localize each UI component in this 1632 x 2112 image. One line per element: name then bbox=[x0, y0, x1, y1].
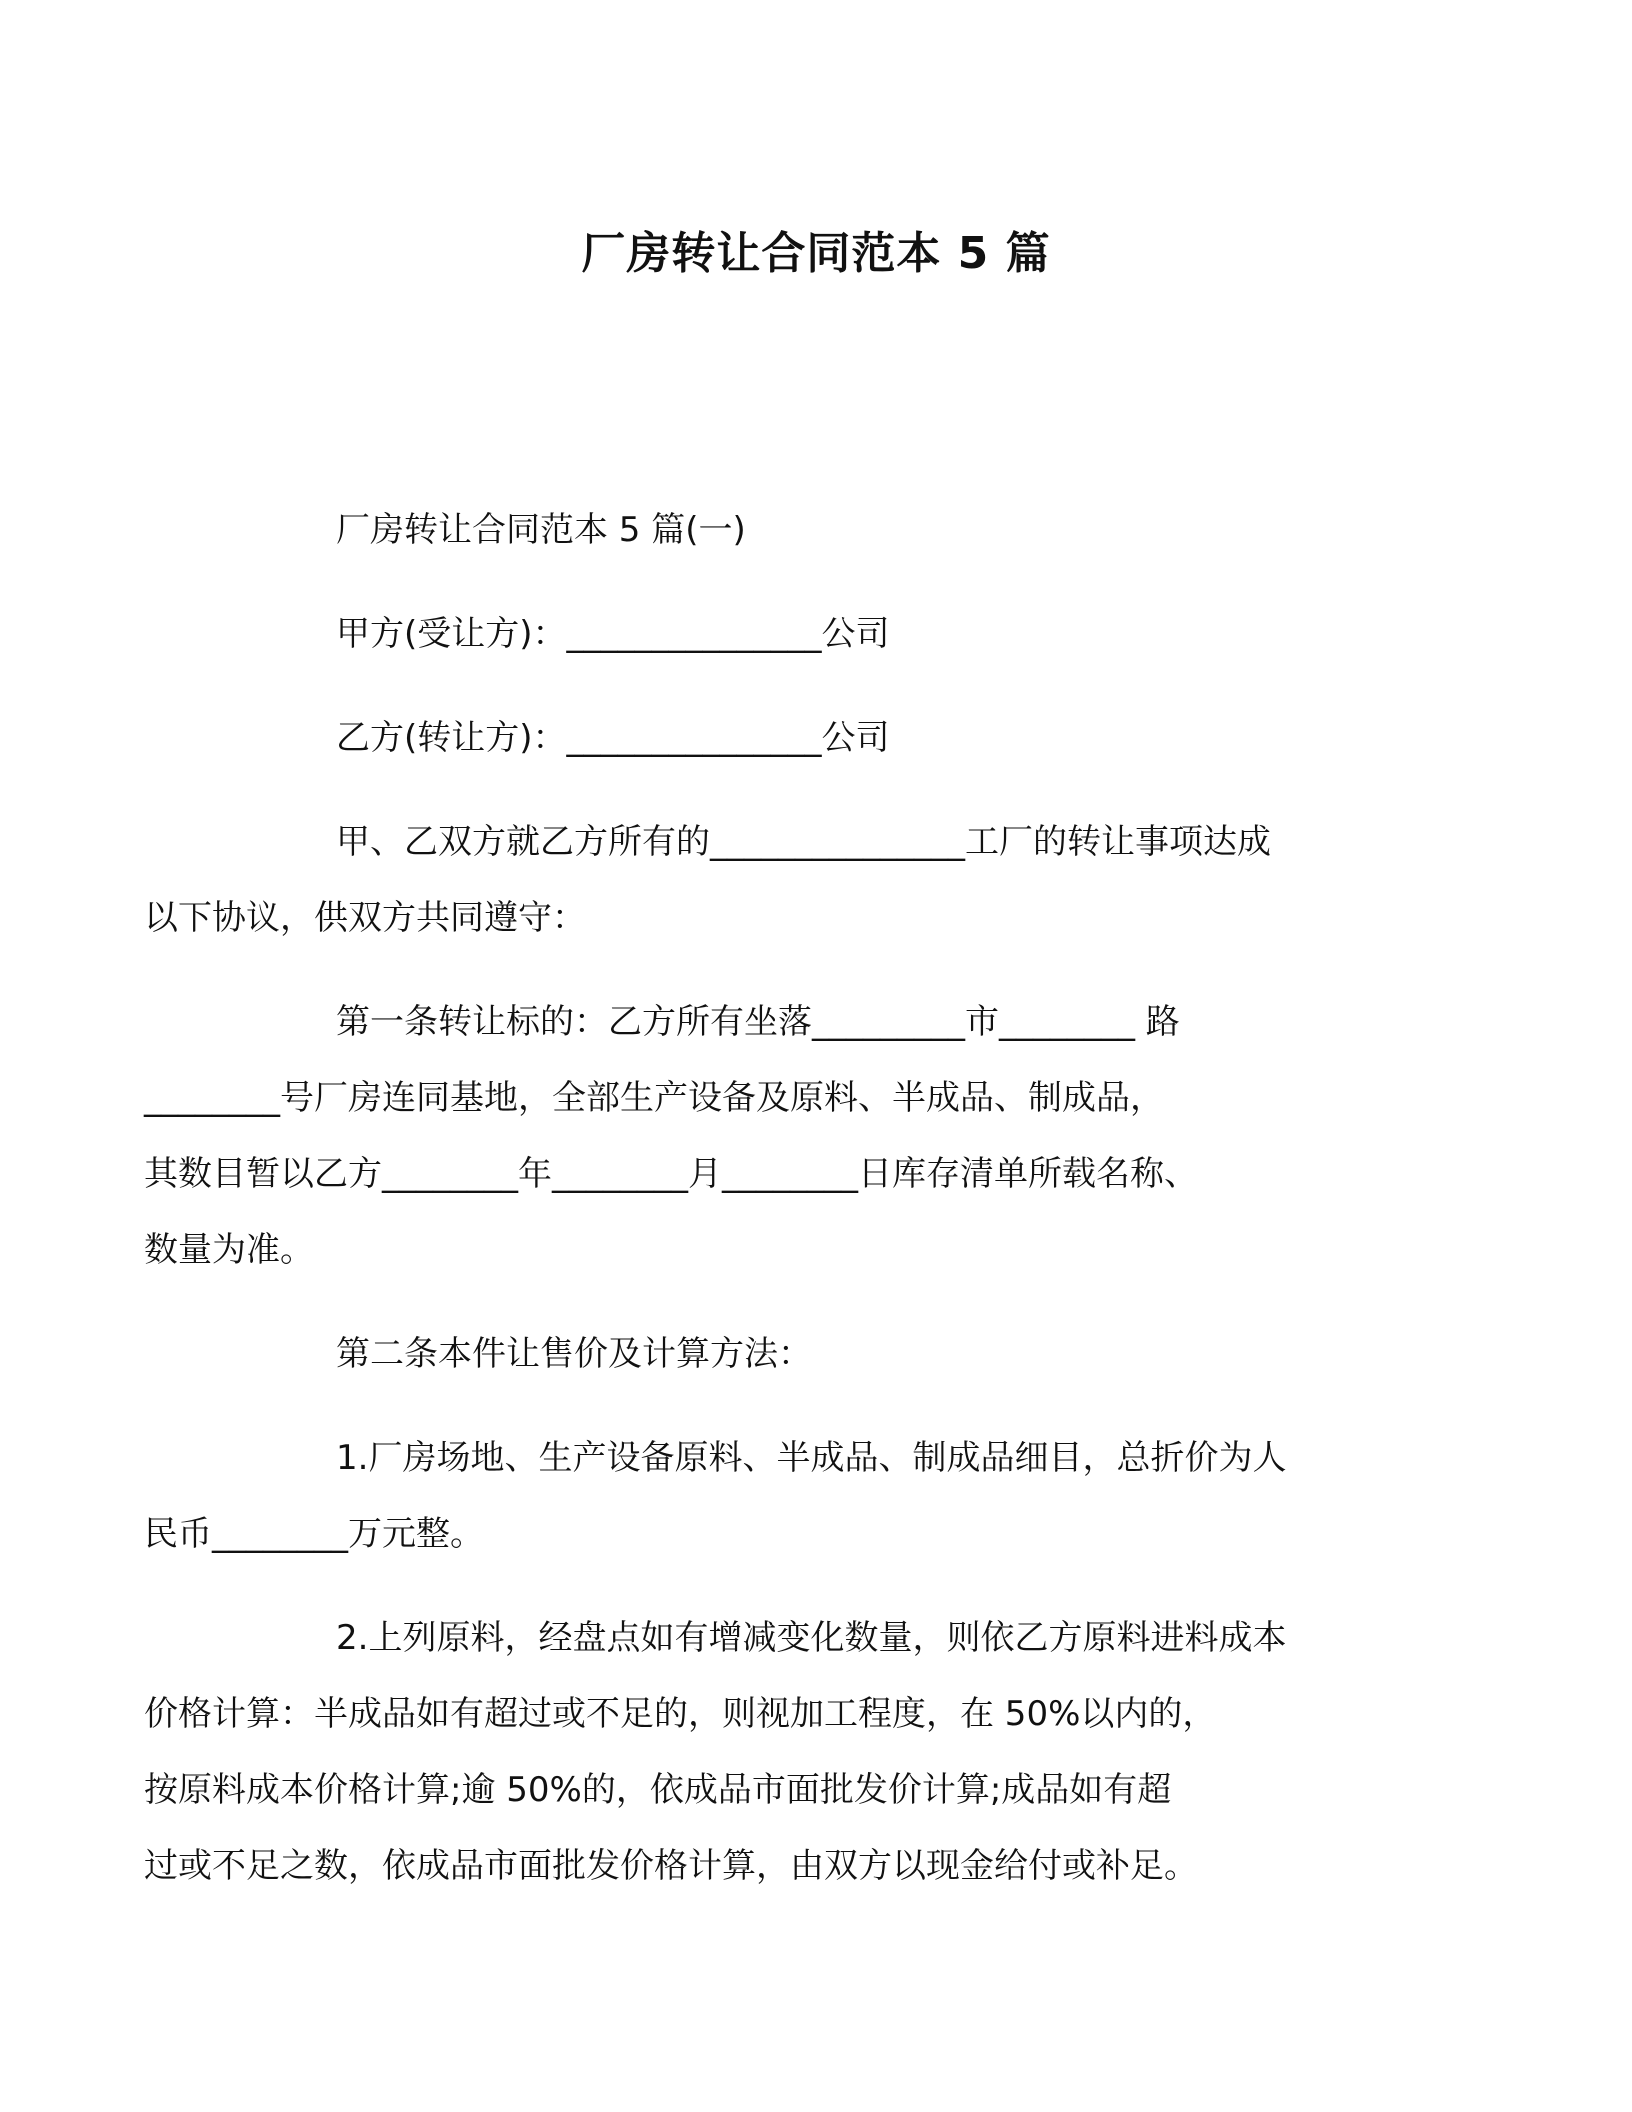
text-line: 按原料成本价格计算;逾 50%的，依成品市面批发价计算;成品如有超 bbox=[144, 1770, 1172, 1810]
text-line: 第二条本件让售价及计算方法： bbox=[336, 1334, 812, 1374]
preamble-paragraph bbox=[144, 804, 1392, 956]
text-line: 第一条转让标的：乙方所有坐落_________市________ 路 bbox=[336, 1002, 1180, 1042]
clause-2-paragraph bbox=[144, 1600, 1392, 1904]
text-line: 1.厂房场地、生产设备原料、半成品、制成品细目，总折价为人 bbox=[336, 1438, 1287, 1478]
text-line: 以下协议，供双方共同遵守： bbox=[144, 898, 586, 938]
text-line: 2.上列原料，经盘点如有增减变化数量，则依乙方原料进料成本 bbox=[336, 1618, 1287, 1658]
clause-1-paragraph bbox=[144, 1420, 1392, 1572]
party-b-line bbox=[240, 700, 1392, 776]
text-line: 数量为准。 bbox=[144, 1230, 314, 1270]
text-line: 甲、乙双方就乙方所有的_______________工厂的转让事项达成 bbox=[336, 822, 1271, 862]
text-line: 民币________万元整。 bbox=[144, 1514, 484, 1554]
text-line: 价格计算：半成品如有超过或不足的，则视加工程度，在 50%以内的， bbox=[144, 1694, 1217, 1734]
document-body bbox=[144, 492, 1392, 1932]
party-a-line bbox=[240, 596, 1392, 672]
text-line: ________号厂房连同基地，全部生产设备及原料、半成品、制成品， bbox=[144, 1078, 1164, 1118]
text-line: 乙方(转让方)：_______________公司 bbox=[336, 718, 890, 758]
text-line: 其数目暂以乙方________年________月________日库存清单所载名称、 bbox=[144, 1154, 1198, 1194]
text-line: 甲方(受让方)：_______________公司 bbox=[336, 614, 890, 654]
article-2-heading bbox=[240, 1316, 1392, 1392]
text-line: 过或不足之数，依成品市面批发价格计算，由双方以现金给付或补足。 bbox=[144, 1846, 1198, 1886]
text-line: 厂房转让合同范本 5 篇(一) bbox=[336, 510, 746, 550]
section-heading bbox=[240, 492, 1392, 568]
document-title: 厂房转让合同范本 5 篇 bbox=[581, 228, 1051, 279]
article-1-paragraph bbox=[144, 984, 1392, 1288]
